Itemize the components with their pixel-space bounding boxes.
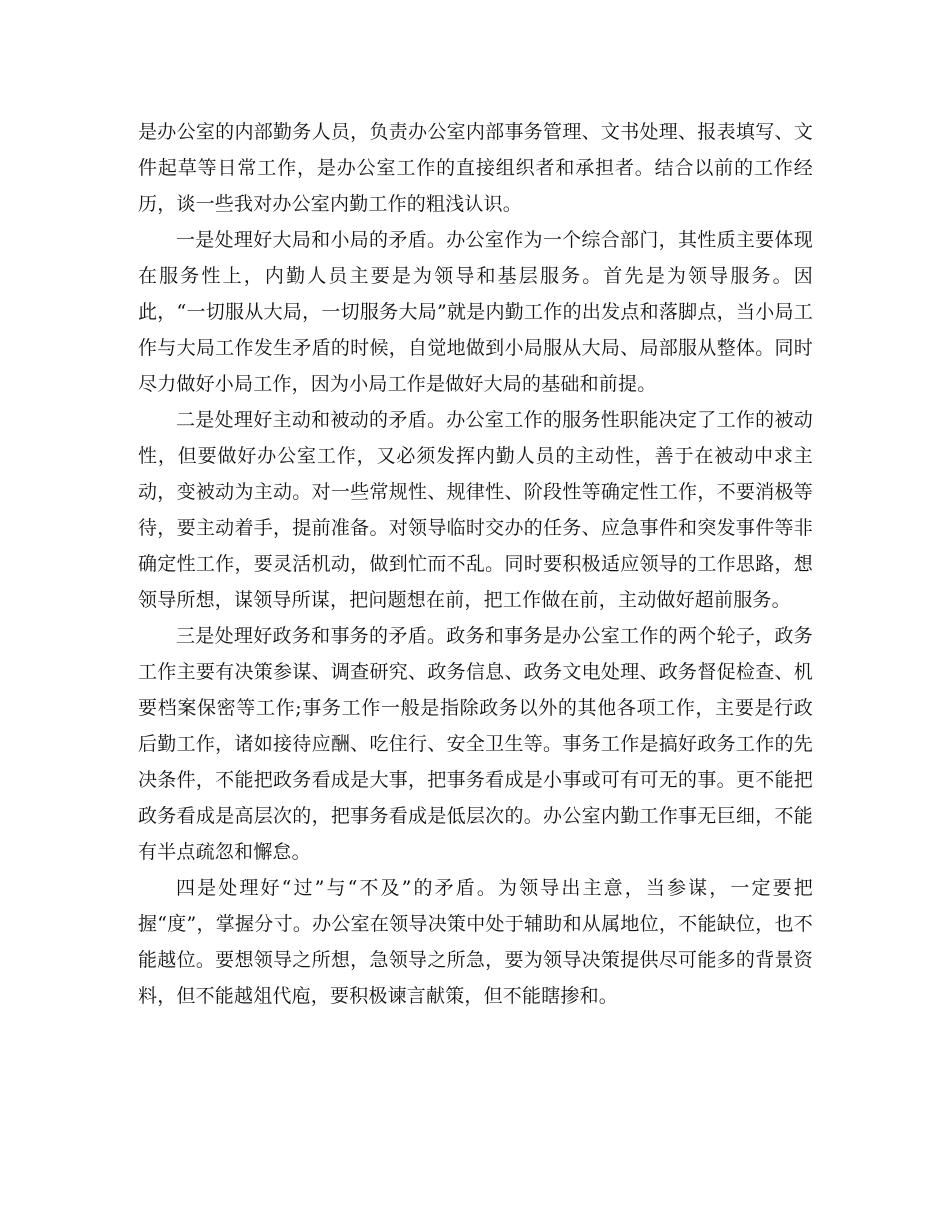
paragraph-four: 四是处理好“过”与“不及”的矛盾。为领导出主意，当参谋，一定要把握“度”，掌握分寸。办公室在领导决策中处于辅助和从属地位，不能缺位，也不能越位。要想领导之所想，急领导之所急，要为领导决策提供尽可能多的背景资料，但不能越俎代庖，要积极谏言献策，但不能瞎掺和。 xyxy=(138,877,813,1007)
paragraph-one: 一是处理好大局和小局的矛盾。办公室作为一个综合部门，其性质主要体现在服务性上，内勤人员主要是为领导和基层服务。首先是为领导服务。因此，“一切服从大局，一切服务大局”就是内勤工作的出发点和落脚点，当小局工作与大局工作发生矛盾的时候，自觉地做到小局服从大局、局部服从整体。同时尽力做好小局工作，因为小局工作是做好大局的基础和前提。 xyxy=(138,229,813,395)
paragraph-two: 二是处理好主动和被动的矛盾。办公室工作的服务性职能决定了工作的被动性，但要做好办公室工作，又必须发挥内勤人员的主动性，善于在被动中求主动，变被动为主动。对一些常规性、规律性、阶段性等确定性工作，不要消极等待，要主动着手，提前准备。对领导临时交办的任务、应急事件和突发事件等非确定性工作，要灵活机动，做到忙而不乱。同时要积极适应领导的工作思路，想领导所想，谋领导所谋，把问题想在前，把工作做在前，主动做好超前服务。 xyxy=(138,409,813,611)
paragraph-intro: 是办公室的内部勤务人员，负责办公室内部事务管理、文书处理、报表填写、文件起草等日常工作，是办公室工作的直接组织者和承担者。结合以前的工作经历，谈一些我对办公室内勤工作的粗浅认识。 xyxy=(138,121,813,215)
paragraph-three: 三是处理好政务和事务的矛盾。政务和事务是办公室工作的两个轮子，政务工作主要有决策参谋、调查研究、政务信息、政务文电处理、政务督促检查、机要档案保密等工作;事务工作一般是指除政务以外的其他各项工作，主要是行政后勤工作，诸如接待应酬、吃住行、安全卫生等。事务工作是搞好政务工作的先决条件，不能把政务看成是大事，把事务看成是小事或可有可无的事。更不能把政务看成是高层次的，把事务看成是低层次的。办公室内勤工作事无巨细，不能有半点疏忽和懈怠。 xyxy=(138,625,813,863)
document-body xyxy=(138,114,813,1014)
